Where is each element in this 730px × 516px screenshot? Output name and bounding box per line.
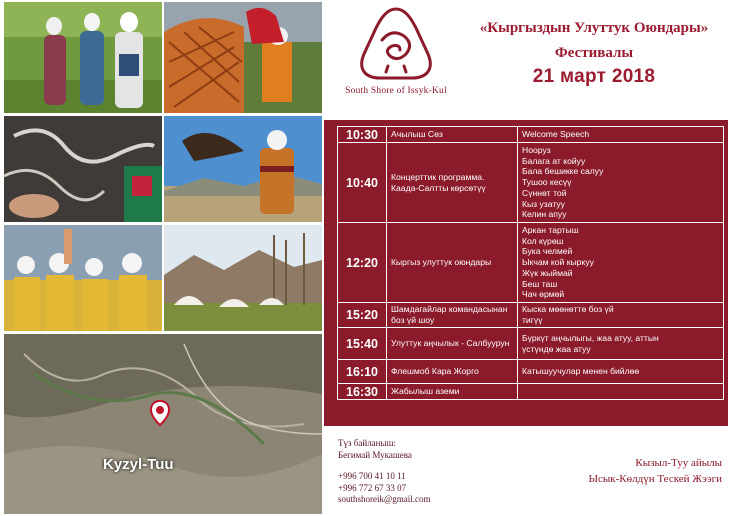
yurts-in-valley-photo xyxy=(164,225,322,331)
schedule-detail-line: Тушоо кесүү xyxy=(522,177,572,188)
schedule-detail-line: Бала бешикке салуу xyxy=(522,166,604,177)
map-pin-icon xyxy=(150,400,170,426)
schedule-event-details xyxy=(518,223,724,303)
schedule-event-name: Шамдагайлар командасынан боз үй шоу xyxy=(387,303,518,328)
schedule-event-name: Улуттук аңчылык - Салбуурун xyxy=(387,328,518,360)
schedule-detail-line: Сүннөт той xyxy=(522,187,567,198)
location-block xyxy=(502,455,722,487)
schedule-table xyxy=(337,126,724,400)
contact-email[interactable]: southshoreik@gmail.com xyxy=(338,494,431,505)
title-line-2: Фестивалы xyxy=(554,45,634,61)
schedule-detail-line: үстүндө жаа атуу xyxy=(522,343,591,354)
yurt-frame-construction-photo xyxy=(164,2,322,113)
schedule-event-name: Жабылыш аземи xyxy=(387,384,518,400)
contact-person: Бегимай Мукашева xyxy=(338,449,412,460)
festival-date: 21 март 2018 xyxy=(532,66,656,87)
schedule-event-details xyxy=(518,384,724,400)
schedule-time: 16:30 xyxy=(338,384,387,400)
schedule-time: 16:10 xyxy=(338,360,387,384)
schedule-event-details xyxy=(518,360,724,384)
contact-phone-1[interactable]: +996 700 41 10 11 xyxy=(338,471,406,482)
schedule-time: 15:40 xyxy=(338,328,387,360)
title-line-1: «Кыргыздын Улуттук Оюндары» xyxy=(479,20,709,36)
contact-phone-2[interactable]: +996 772 67 33 07 xyxy=(338,482,407,493)
felt-carpet-making-photo xyxy=(4,116,162,222)
schedule-event-name: Кыргыз улуттук оюндары xyxy=(387,223,518,303)
location-village: Кызыл-Туу айылы xyxy=(635,457,722,469)
schedule-row xyxy=(338,384,724,400)
schedule-panel xyxy=(324,120,728,426)
schedule-row xyxy=(338,143,724,223)
schedule-event-details xyxy=(518,303,724,328)
schedule-detail-line: Кыз узатуу xyxy=(522,198,565,209)
triangle-emblem-icon xyxy=(360,6,432,84)
schedule-event-name: Флешмоб Кара Жорго xyxy=(387,360,518,384)
schedule-detail-line: Беш таш xyxy=(522,278,558,289)
schedule-time: 10:40 xyxy=(338,143,387,223)
women-in-traditional-dress-photo xyxy=(4,2,162,113)
men-in-kalpak-hats-photo xyxy=(4,225,162,331)
schedule-event-details xyxy=(518,143,724,223)
schedule-detail-line: Катышуучулар менен бийлөө xyxy=(522,366,640,377)
schedule-detail-line: Ыкчам кой кыркуу xyxy=(522,257,594,268)
schedule-row xyxy=(338,223,724,303)
contact-block xyxy=(338,438,498,506)
location-region: Ысык-Көлдүн Тескей Жээги xyxy=(588,473,722,485)
festival-logo xyxy=(332,6,460,112)
contact-heading: Түз байланыш: xyxy=(338,438,396,448)
schedule-event-name: Концерттик программа. Каада-Салтты көрсөтүү xyxy=(387,143,518,223)
schedule-detail-line: Welcome Speech xyxy=(522,129,590,140)
schedule-detail-line: Бүркүт аңчылыгы, жаа атуу, аттын xyxy=(522,332,659,343)
schedule-detail-line: Чач өрмөй xyxy=(522,289,565,300)
festival-title xyxy=(462,20,726,88)
schedule-row xyxy=(338,360,724,384)
schedule-row xyxy=(338,328,724,360)
schedule-detail-line: Нооруз xyxy=(522,144,551,155)
schedule-time: 15:20 xyxy=(338,303,387,328)
schedule-detail-line: Келин апуу xyxy=(522,209,567,220)
schedule-row xyxy=(338,127,724,143)
schedule-event-name: Ачылыш Сөз xyxy=(387,127,518,143)
schedule-event-details xyxy=(518,328,724,360)
schedule-detail-line: Жүк жыймай xyxy=(522,267,573,278)
schedule-detail-line: Кыска мөөнөттө боз үй xyxy=(522,304,614,315)
eagle-hunter-photo xyxy=(164,116,322,222)
schedule-detail-line: Балага ат койуу xyxy=(522,155,586,166)
schedule-detail-line: тигүү xyxy=(522,315,543,325)
schedule-row xyxy=(338,303,724,328)
schedule-detail-line: Бука челмей xyxy=(522,246,573,257)
schedule-detail-line: Кол күрөш xyxy=(522,235,564,246)
map-location-label: Kyzyl-Tuu xyxy=(103,456,174,473)
schedule-time: 12:20 xyxy=(338,223,387,303)
schedule-event-details xyxy=(518,127,724,143)
logo-caption: South Shore of Issyk-Kul xyxy=(345,86,447,96)
schedule-detail-line: Аркан тартыш xyxy=(522,224,579,235)
schedule-time: 10:30 xyxy=(338,127,387,143)
